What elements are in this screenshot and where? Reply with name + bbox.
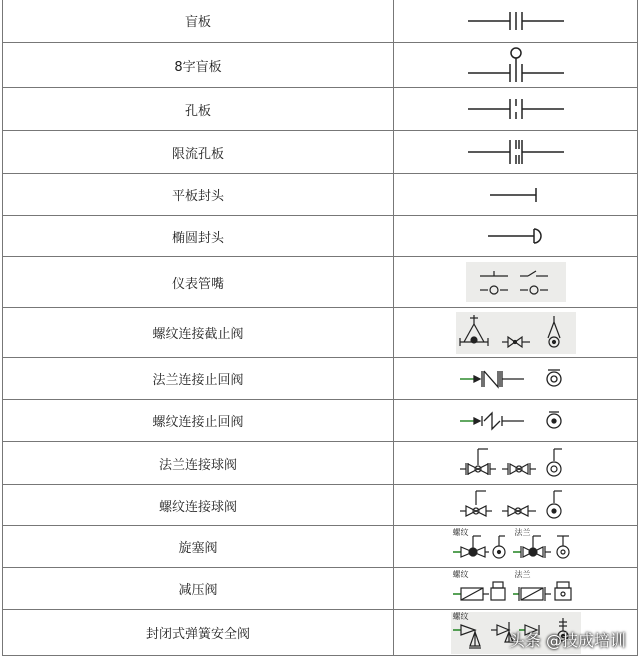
table-row (3, 442, 638, 485)
row-name: 封闭式弹簧安全阀 (3, 610, 394, 656)
threaded-globe-valve-symbol (456, 312, 576, 354)
row-name: 仪表管嘴 (3, 257, 394, 308)
row-name: 旋塞阀 (3, 526, 394, 568)
table-row (3, 0, 638, 43)
plug-valve-symbol (451, 528, 581, 566)
flanged-check-valve-symbol (456, 366, 576, 392)
row-name: 螺纹连接截止阀 (3, 308, 394, 358)
threaded-check-valve-symbol (456, 408, 576, 434)
symbol-table (2, 0, 638, 656)
watermark: 头条 @技成培训 (508, 631, 626, 650)
table-row (3, 485, 638, 526)
row-name: 平板封头 (3, 174, 394, 216)
row-name: 减压阀 (3, 568, 394, 610)
flanged-label: 法兰 (514, 569, 531, 579)
threaded-ball-valve-symbol (456, 487, 576, 523)
table-row (3, 88, 638, 131)
row-name: 椭圆封头 (3, 216, 394, 257)
spectacle-blind-symbol (466, 46, 566, 84)
table-row (3, 131, 638, 174)
table-row (3, 400, 638, 442)
row-name: 螺纹连接球阀 (3, 485, 394, 526)
row-name: 盲板 (3, 0, 394, 43)
row-name: 限流孔板 (3, 131, 394, 174)
threaded-label: 螺纹 (452, 527, 469, 537)
table-row (3, 43, 638, 88)
row-name: 法兰连接球阀 (3, 442, 394, 485)
pressure-reducing-valve-symbol (451, 570, 581, 608)
row-name: 法兰连接止回阀 (3, 358, 394, 400)
row-name: 8字盲板 (3, 43, 394, 88)
table-row (3, 216, 638, 257)
table-row (3, 257, 638, 308)
threaded-label: 螺纹 (452, 611, 469, 621)
row-name: 孔板 (3, 88, 394, 131)
restriction-orifice-symbol (466, 137, 566, 167)
flanged-label: 法兰 (514, 527, 531, 537)
table-row (3, 568, 638, 610)
row-name: 螺纹连接止回阀 (3, 400, 394, 442)
orifice-plate-symbol (466, 96, 566, 122)
table-row (3, 358, 638, 400)
elliptical-head-symbol (484, 226, 548, 246)
instrument-nozzle-symbol (466, 262, 566, 302)
table-row (3, 308, 638, 358)
flat-head-symbol (486, 185, 546, 205)
table-row (3, 526, 638, 568)
blind-plate-symbol (466, 9, 566, 33)
threaded-label: 螺纹 (452, 569, 469, 579)
table-row (3, 174, 638, 216)
flanged-ball-valve-symbol (456, 445, 576, 481)
